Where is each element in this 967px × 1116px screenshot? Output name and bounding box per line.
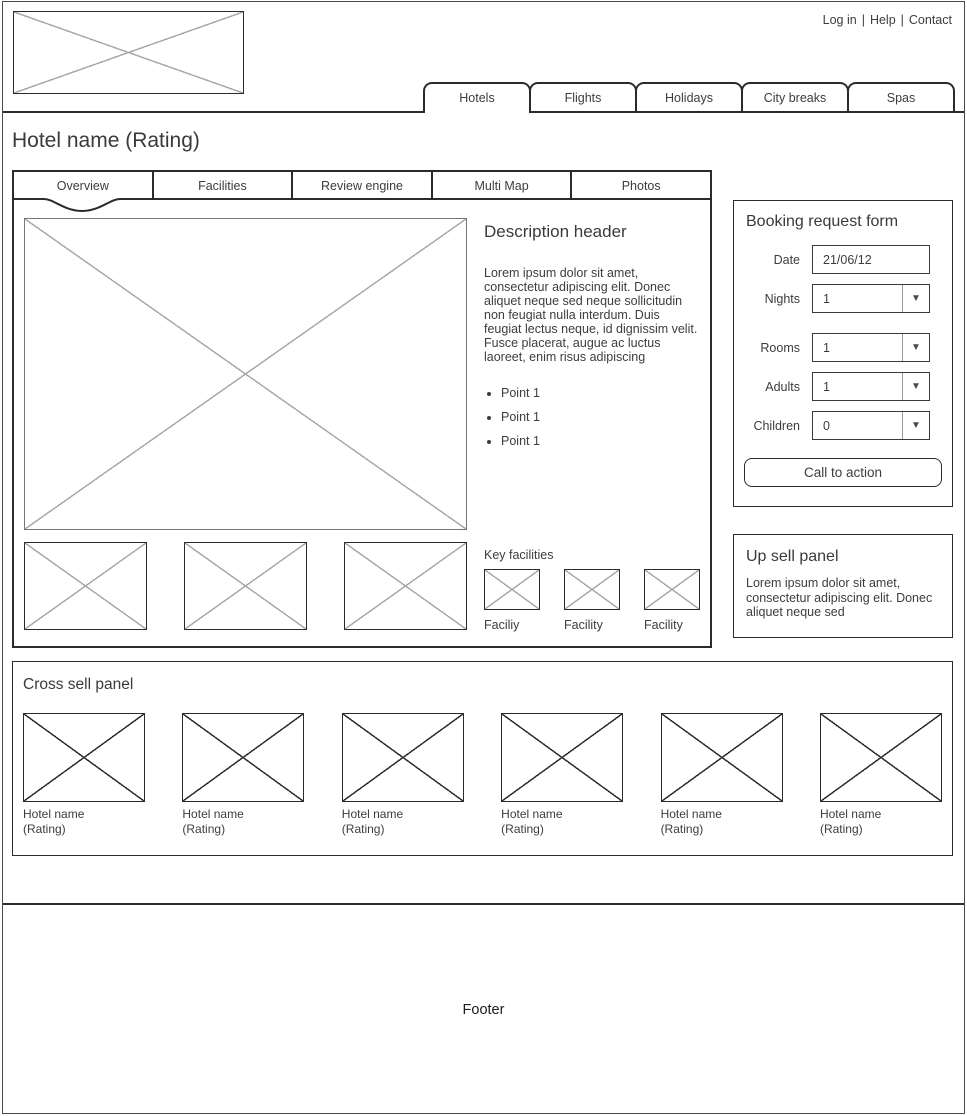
primary-nav-tabs xyxy=(425,82,955,111)
nav-tab-hotels[interactable]: Hotels xyxy=(423,82,531,111)
nav-tab-flights[interactable]: Flights xyxy=(529,82,637,111)
form-row-rooms xyxy=(744,333,930,362)
tab-review-engine[interactable]: Review engine xyxy=(291,172,431,200)
facility-name: Facility xyxy=(644,618,683,632)
upsell-title: Up sell panel xyxy=(746,548,839,565)
chevron-down-icon[interactable]: ▼ xyxy=(902,373,929,400)
overview-panel xyxy=(12,200,712,648)
help-link[interactable]: Help xyxy=(869,13,896,27)
site-header xyxy=(3,2,964,113)
footer-label: Footer xyxy=(462,1001,505,1018)
crosssell-image-placeholder[interactable] xyxy=(820,713,942,802)
facility-icon-placeholder xyxy=(564,569,620,610)
facility-icon-placeholder xyxy=(484,569,540,610)
cross-sell-row xyxy=(23,713,942,837)
cross-hotel-name: Hotel name xyxy=(341,807,404,821)
crosssell-image-placeholder[interactable] xyxy=(23,713,145,802)
page-title: Hotel name (Rating) xyxy=(12,129,200,152)
cross-sell-title: Cross sell panel xyxy=(23,676,134,693)
nav-tab-spas[interactable]: Spas xyxy=(847,82,955,111)
cross-hotel-rating: (Rating) xyxy=(819,822,863,836)
main-content xyxy=(3,129,964,856)
nav-tab-city-breaks[interactable]: City breaks xyxy=(741,82,849,111)
bullet-point: • Point 1 xyxy=(501,434,700,448)
utility-nav-separator: | xyxy=(900,13,904,27)
hotel-detail-section xyxy=(12,170,712,648)
facility-icon-placeholder xyxy=(644,569,700,610)
cross-hotel-name: Hotel name xyxy=(660,807,722,821)
thumbnail-row xyxy=(24,542,467,630)
thumbnail-image-placeholder[interactable] xyxy=(184,542,307,630)
rooms-value: 1 xyxy=(823,340,830,355)
call-to-action-button[interactable]: Call to action xyxy=(744,458,942,487)
sidebar xyxy=(733,200,953,638)
cross-sell-item[interactable] xyxy=(661,713,783,837)
chevron-down-icon[interactable]: ▼ xyxy=(902,285,929,312)
hotel-detail-tabs xyxy=(12,170,712,200)
rooms-select[interactable] xyxy=(812,333,930,362)
adults-value: 1 xyxy=(823,379,830,394)
nights-value: 1 xyxy=(823,291,830,306)
crosssell-image-placeholder[interactable] xyxy=(501,713,623,802)
tab-facilities[interactable]: Facilities xyxy=(152,172,292,200)
cross-hotel-name: Hotel name xyxy=(501,807,563,821)
thumbnail-image-placeholder[interactable] xyxy=(24,542,147,630)
crosssell-image-placeholder[interactable] xyxy=(661,713,783,802)
cross-sell-item[interactable] xyxy=(342,713,464,837)
cross-hotel-name: Hotel name xyxy=(23,807,85,821)
cross-hotel-rating: (Rating) xyxy=(501,822,544,836)
facility-item xyxy=(644,569,700,632)
logo-image-placeholder[interactable] xyxy=(13,11,244,94)
form-row-children xyxy=(744,411,930,440)
page-container xyxy=(2,1,965,1114)
bullet-point: • Point 1 xyxy=(501,386,700,400)
facility-item xyxy=(564,569,620,632)
tab-multi-map[interactable]: Multi Map xyxy=(431,172,571,200)
booking-form-title: Booking request form xyxy=(746,213,899,230)
facility-name: Faciliy xyxy=(484,618,520,632)
cross-sell-item[interactable] xyxy=(182,713,304,837)
adults-label: Adults xyxy=(765,379,800,394)
cross-sell-item[interactable] xyxy=(23,713,145,837)
cross-hotel-rating: (Rating) xyxy=(341,822,385,836)
upsell-panel xyxy=(733,534,953,638)
thumbnail-image-placeholder[interactable] xyxy=(344,542,467,630)
utility-nav xyxy=(823,13,952,27)
cross-hotel-rating: (Rating) xyxy=(23,822,66,836)
tab-overview[interactable]: Overview xyxy=(56,179,109,193)
cross-sell-item[interactable] xyxy=(501,713,623,837)
login-link[interactable]: Log in xyxy=(822,13,857,27)
children-value: 0 xyxy=(823,418,830,433)
upsell-body: Lorem ipsum dolor sit amet, consectetur adipiscing elit. Donec aliquet neque sed xyxy=(746,576,933,619)
form-row-adults xyxy=(744,372,930,401)
nights-select[interactable] xyxy=(812,284,930,313)
rooms-label: Rooms xyxy=(760,340,800,355)
contact-link[interactable]: Contact xyxy=(908,13,952,27)
cross-hotel-name: Hotel name xyxy=(182,807,244,821)
booking-request-form xyxy=(733,200,953,507)
children-select[interactable] xyxy=(812,411,930,440)
hero-image-placeholder xyxy=(24,218,467,530)
cross-hotel-rating: (Rating) xyxy=(182,822,226,836)
crosssell-image-placeholder[interactable] xyxy=(342,713,464,802)
cross-sell-item[interactable] xyxy=(820,713,942,837)
date-input[interactable] xyxy=(812,245,930,274)
children-label: Children xyxy=(753,418,800,433)
facility-item xyxy=(484,569,540,632)
tab-photos[interactable]: Photos xyxy=(570,172,710,200)
bullet-point: • Point 1 xyxy=(501,410,700,424)
chevron-down-icon[interactable]: ▼ xyxy=(902,334,929,361)
key-facilities-label: Key facilities xyxy=(484,548,554,562)
description-body: Lorem ipsum dolor sit amet, consectetur adipiscing elit. Donec aliquet neque sed neque sollicitudin non feugiat nulla interdum. Duis feugiat lectus neque, id dignissim velit. Fusce placerat, augue ac luctus laoreet, enim risus adipiscing xyxy=(484,266,698,364)
crosssell-image-placeholder[interactable] xyxy=(182,713,304,802)
description-bullet-list xyxy=(501,386,700,448)
description-heading: Description header xyxy=(484,222,627,241)
cross-sell-panel xyxy=(12,661,953,856)
form-row-date xyxy=(744,245,930,274)
utility-nav-separator: | xyxy=(861,13,865,27)
hotel-gallery xyxy=(24,218,467,632)
hotel-description xyxy=(484,218,700,632)
site-footer xyxy=(3,903,964,1114)
chevron-down-icon[interactable]: ▼ xyxy=(902,412,929,439)
adults-select[interactable] xyxy=(812,372,930,401)
date-label: Date xyxy=(773,252,800,267)
nights-label: Nights xyxy=(764,291,800,306)
key-facilities-row xyxy=(484,569,700,632)
form-row-nights xyxy=(744,284,930,313)
cross-hotel-rating: (Rating) xyxy=(660,822,704,836)
cross-hotel-name: Hotel name xyxy=(819,807,882,821)
facility-name: Facility xyxy=(564,618,603,632)
nav-tab-holidays[interactable]: Holidays xyxy=(635,82,743,111)
